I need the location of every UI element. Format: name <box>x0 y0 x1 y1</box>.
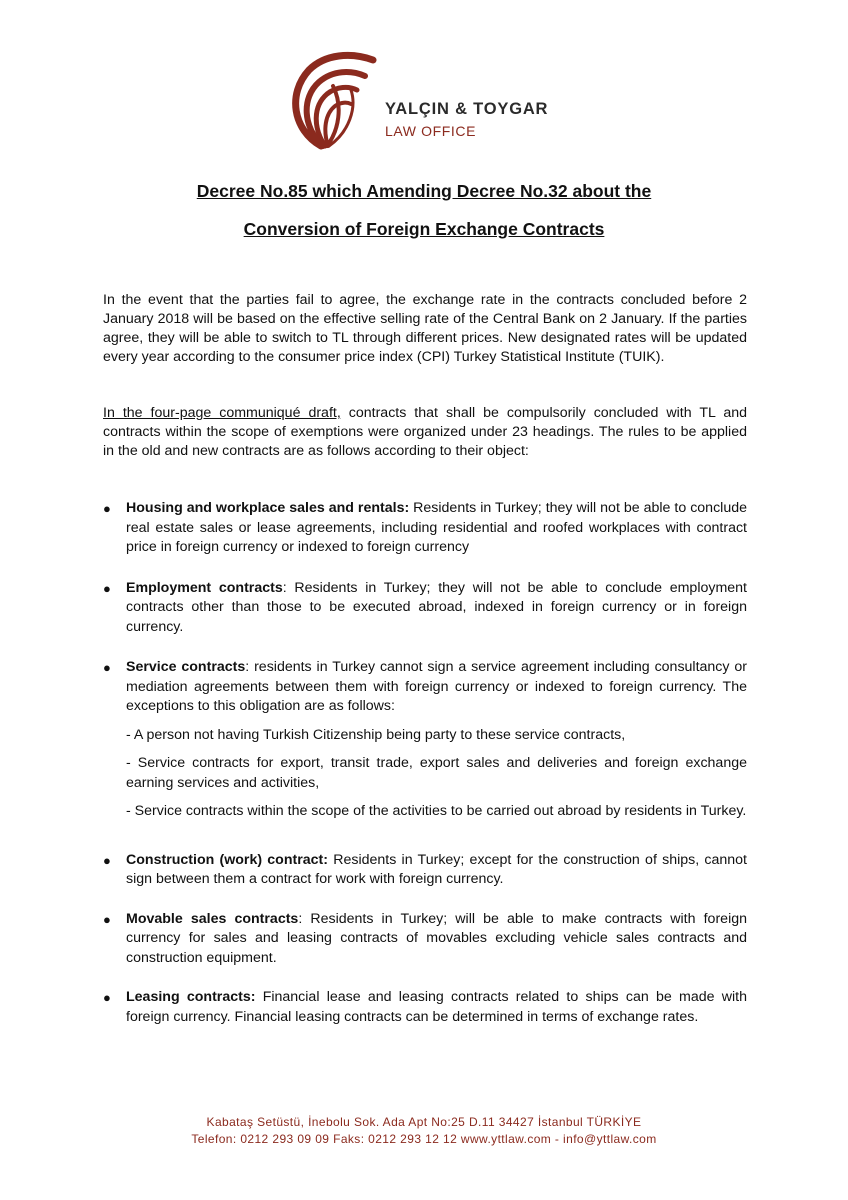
list-item-movable-sales <box>103 910 747 969</box>
bullet-text: : Residents in Turkey; will be able to make contracts with foreign currency for sales and leasing contracts of movables excluding vehicle sales contracts and construction equipment. <box>126 910 747 966</box>
bullet-term: Construction (work) contract: <box>126 851 328 868</box>
contract-rules-list <box>103 499 747 1027</box>
firm-logo <box>281 50 581 150</box>
bullet-term: Employment contracts <box>126 579 283 596</box>
document-title-line-2: Conversion of Foreign Exchange Contracts <box>243 219 605 239</box>
bullet-icon: ● <box>103 852 111 868</box>
list-item-service <box>103 658 747 822</box>
list-item-construction <box>103 851 747 890</box>
bullet-term: Leasing contracts: <box>126 989 256 1005</box>
bullet-icon: ● <box>103 660 111 675</box>
exception-item: - Service contracts within the scope of the activities to be carried out abroad by residents in Turkey. <box>126 803 747 819</box>
firm-name: YALÇIN & TOYGAR <box>385 100 549 118</box>
list-item-leasing <box>103 988 747 1027</box>
exception-item: - A person not having Turkish Citizenship being party to these service contracts, <box>126 726 626 743</box>
list-item-housing <box>103 499 747 558</box>
bullet-text: Residents in Turkey; except for the construction of ships, cannot sign between them a contract for work with foreign currency. <box>126 851 747 887</box>
footer-contact: Telefon: 0212 293 09 09 Faks: 0212 293 12 12 www.yttlaw.com - info@yttlaw.com <box>191 1132 657 1146</box>
bullet-icon: ● <box>103 501 111 516</box>
exception-item: - Service contracts for export, transit trade, export sales and deliveries and foreign exchange earning services and activities, <box>126 755 747 791</box>
bullet-term: Service contracts <box>126 659 246 675</box>
bullet-text: Financial lease and leasing contracts related to ships can be made with foreign currency. Financial leasing contracts can be determined in terms of exchange rates. <box>126 989 747 1025</box>
bullet-icon: ● <box>103 990 111 1005</box>
bullet-term: Housing and workplace sales and rentals: <box>126 500 410 516</box>
firm-subtitle: LAW OFFICE <box>385 123 477 139</box>
flame-logo-icon <box>281 50 381 150</box>
communique-paragraph <box>103 404 747 461</box>
intro-paragraph: In the event that the parties fail to agree, the exchange rate in the contracts concluded before 2 January 2018 will be based on the effective selling rate of the Central Bank on 2 January. If the parties agree, they will be able to switch to TL through different prices. New designated rates will be updated every year according to the consumer price index (CPI) Turkey Statistical Institute (TUIK). <box>103 292 747 365</box>
bullet-icon: ● <box>103 911 111 927</box>
bullet-term: Movable sales contracts <box>126 910 299 927</box>
document-title-line-1: Decree No.85 which Amending Decree No.32 about the <box>196 181 652 201</box>
list-item-employment <box>103 579 747 638</box>
communique-paragraph-text: contracts that shall be compulsorily concluded with TL and contracts within the scope of exemptions were organized under 23 headings. The rules to be applied in the old and new contracts are as follows according to their object: <box>103 405 747 459</box>
bullet-text: Residents in Turkey; they will not be able to conclude real estate sales or lease agreements, including residential and roofed workplaces with contract price in foreign currency or indexed to foreign currency <box>126 500 747 555</box>
bullet-icon: ● <box>103 580 111 596</box>
bullet-text: : Residents in Turkey; they will not be able to conclude employment contracts other than those to be executed abroad, indexed in foreign currency or in foreign currency. <box>126 579 747 635</box>
bullet-text: : residents in Turkey cannot sign a service agreement including consultancy or mediation agreements between them with foreign currency or indexed to foreign currency. The exceptions to this obligation are as follows: <box>126 659 747 714</box>
communique-draft-reference: In the four-page communiqué draft, <box>103 405 341 421</box>
footer-address: Kabataş Setüstü, İnebolu Sok. Ada Apt No:25 D.11 34427 İstanbul TÜRKİYE <box>206 1115 642 1129</box>
